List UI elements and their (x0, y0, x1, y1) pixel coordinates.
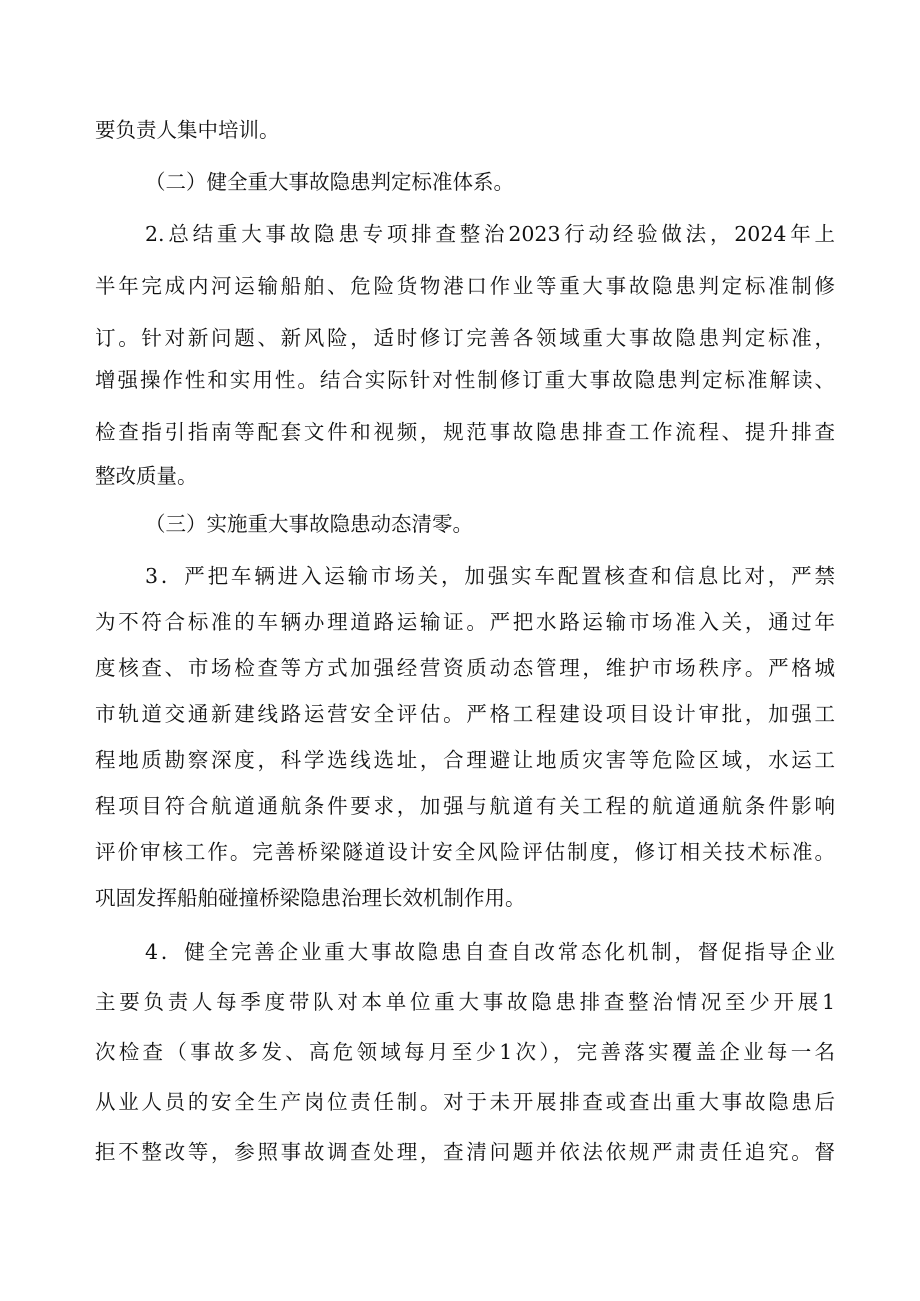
body-text-line: 增强操作性和实用性。结合实际针对性制修订重大事故隐患判定标准解读、 (95, 368, 835, 392)
section-heading: （二）健全重大事故隐患判定标准体系。 (145, 170, 514, 194)
body-text-line: 次检查（事故多发、高危领域每月至少1次），完善落实覆盖企业每一名 (95, 1040, 835, 1064)
section-heading: （三）实施重大事故隐患动态清零。 (145, 512, 473, 536)
body-text-line: 从业人员的安全生产岗位责任制。对于未开展排查或查出重大事故隐患后 (95, 1090, 835, 1114)
body-text-line: 主要负责人每季度带队对本单位重大事故隐患排查整治情况至少开展1 (95, 990, 835, 1014)
body-text-line: 评价审核工作。完善桥梁隧道设计安全风险评估制度，修订相关技术标准。 (95, 840, 835, 864)
body-text-line: 整改质量。 (95, 464, 198, 488)
body-text-line: 度核查、市场检查等方式加强经营资质动态管理，维护市场秩序。严格城 (95, 656, 835, 680)
body-text-line: 半年完成内河运输船舶、危险货物港口作业等重大事故隐患判定标准制修 (95, 274, 835, 298)
body-text-line: 订。针对新问题、新风险，适时修订完善各领域重大事故隐患判定标准， (95, 326, 835, 350)
body-text-line: 市轨道交通新建线路运营安全评估。严格工程建设项目设计审批，加强工 (95, 702, 835, 726)
body-text-line: 检查指引指南等配套文件和视频，规范事故隐患排查工作流程、提升排查 (95, 420, 835, 444)
body-text-line: 4．健全完善企业重大事故隐患自查自改常态化机制，督促指导企业 (145, 940, 835, 964)
body-text-line: 3．严把车辆进入运输市场关，加强实车配置核查和信息比对，严禁 (145, 564, 835, 588)
body-text-line: 程地质勘察深度，科学选线选址，合理避让地质灾害等危险区域，水运工 (95, 748, 835, 772)
body-text-line: 巩固发挥船舶碰撞桥梁隐患治理长效机制作用。 (95, 886, 526, 910)
body-text-line: 拒不整改等，参照事故调查处理，查清问题并依法依规严肃责任追究。督 (95, 1140, 835, 1164)
body-text-line: 要负责人集中培训。 (95, 118, 280, 142)
body-text-line: 程项目符合航道通航条件要求，加强与航道有关工程的航道通航条件影响 (95, 794, 835, 818)
body-text-line: 为不符合标准的车辆办理道路运输证。严把水路运输市场准入关，通过年 (95, 610, 835, 634)
body-text-line: 2.总结重大事故隐患专项排查整治2023行动经验做法，2024年上 (145, 222, 835, 246)
